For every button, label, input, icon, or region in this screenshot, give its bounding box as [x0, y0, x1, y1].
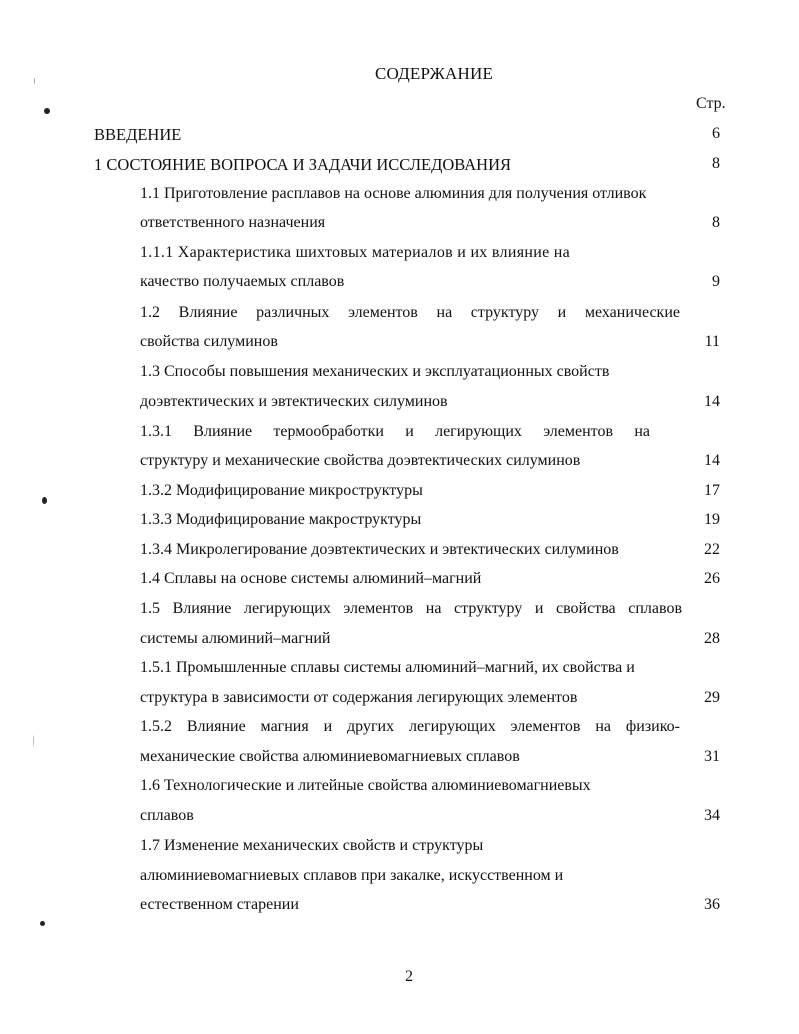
- toc-entry-title: 1 СОСТОЯНИЕ ВОПРОСА И ЗАДАЧИ ИССЛЕДОВАНИЯ: [94, 155, 512, 174]
- toc-entry-title: ВВЕДЕНИЕ: [94, 125, 182, 144]
- toc-entry-title: 1.3.2 Модифицирование микроструктуры: [140, 482, 423, 499]
- toc-entry-title-continued: системы алюминий–магний: [140, 630, 331, 647]
- toc-entry-title-continued: свойства силуминов: [140, 333, 278, 350]
- toc-entry-title: 1.1.1 Характеристика шихтовых материалов и их влияние на: [140, 244, 571, 261]
- toc-entry-title-continued: доэвтектических и эвтектических силуминов: [140, 393, 448, 410]
- scan-speck-mark: [40, 921, 45, 926]
- toc-entry-title-continued: алюминиевомагниевых сплавов при закалке, искусственном и: [140, 867, 564, 884]
- toc-entry-title: 1.2 Влияние различных элементов на структуру и механические: [140, 304, 680, 321]
- page-title: СОДЕРЖАНИЕ: [374, 64, 494, 83]
- toc-entry-title: 1.3.3 Модифицирование макроструктуры: [140, 511, 422, 528]
- toc-entry-title: 1.5 Влияние легирующих элементов на структуру и свойства сплавов: [140, 600, 682, 617]
- toc-entry-title-continued: механические свойства алюминиевомагниевых сплавов: [140, 748, 520, 765]
- scan-speck-mark: [33, 735, 34, 747]
- toc-entry-page: 26: [704, 570, 720, 587]
- toc-entry-page: 14: [704, 393, 720, 410]
- toc-entry-title: 1.6 Технологические и литейные свойства алюминиевомагниевых: [140, 777, 591, 794]
- toc-entry-page: 19: [704, 511, 720, 528]
- toc-entry-title: 1.7 Изменение механических свойств и структуры: [140, 837, 484, 854]
- toc-entry-title: 1.3.4 Микролегирование доэвтектических и эвтектических силуминов: [140, 541, 619, 558]
- scan-speck-mark: [44, 108, 50, 114]
- toc-entry-page: 8: [712, 214, 720, 231]
- toc-entry-title: 1.3 Способы повышения механических и эксплуатационных свойств: [140, 363, 610, 380]
- toc-entry-title: 1.5.1 Промышленные сплавы системы алюминий–магний, их свойства и: [140, 659, 635, 676]
- page-number: 2: [405, 968, 413, 985]
- toc-entry-title-continued: сплавов: [140, 807, 194, 824]
- toc-entry-title: 1.3.1 Влияние термообработки и легирующих элементов на: [140, 423, 650, 440]
- toc-entry-page: 9: [712, 273, 720, 290]
- toc-entry-page: 8: [712, 155, 720, 172]
- toc-entry-title-continued: ответственного назначения: [140, 214, 326, 231]
- toc-entry-page: 34: [704, 807, 720, 824]
- toc-entry-title: 1.4 Сплавы на основе системы алюминий–магний: [140, 570, 482, 587]
- toc-entry-page: 28: [704, 630, 720, 647]
- page-column-label: Стр.: [696, 95, 726, 112]
- toc-entry-page: 29: [704, 689, 720, 706]
- toc-entry-page: 6: [712, 125, 720, 142]
- toc-entry-title-continued: качество получаемых сплавов: [140, 273, 345, 290]
- toc-entry-page: 36: [704, 896, 720, 913]
- toc-entry-title: 1.5.2 Влияние магния и других легирующих элементов на физико-: [140, 718, 680, 735]
- toc-entry-page: 31: [704, 748, 720, 765]
- toc-entry-title-continued: структура в зависимости от содержания легирующих элементов: [140, 689, 578, 706]
- toc-entry-title-continued: естественном старении: [140, 896, 299, 913]
- toc-entry-page: 14: [704, 452, 720, 469]
- toc-entry-title: 1.1 Приготовление расплавов на основе алюминия для получения отливок: [140, 185, 647, 202]
- scan-speck-mark: [42, 497, 47, 504]
- scan-speck-mark: [34, 78, 35, 84]
- toc-entry-page: 11: [704, 333, 720, 350]
- toc-entry-title-continued: структуру и механические свойства доэвтектических силуминов: [140, 452, 581, 469]
- toc-entry-page: 22: [704, 541, 720, 558]
- toc-entry-page: 17: [704, 482, 720, 499]
